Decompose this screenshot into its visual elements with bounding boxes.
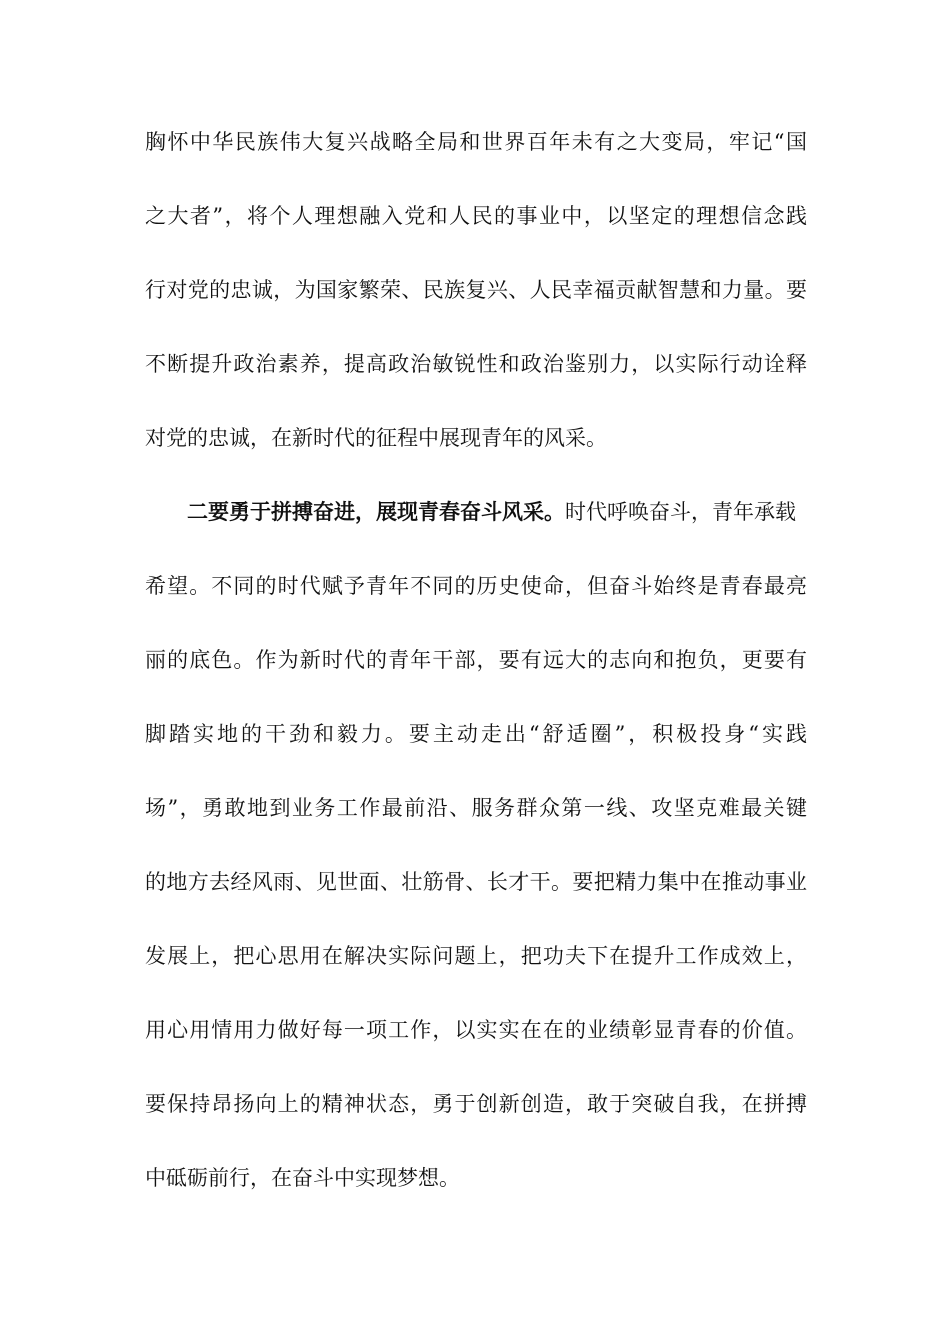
paragraph-2-first-line-text: 时代呼唤奋斗，青年承载 <box>565 500 796 524</box>
paragraph-2-line-4: 脚踏实地的干劲和毅力。要主动走出“舒适圈”，积极投身“实践 <box>145 722 807 746</box>
paragraph-2-first-line <box>187 495 807 529</box>
paragraph-1-line-4: 不断提升政治素养，提高政治敏锐性和政治鉴别力，以实际行动诠释 <box>145 352 807 376</box>
paragraph-2-line-2: 希望。不同的时代赋予青年不同的历史使命，但奋斗始终是青春最亮 <box>145 574 807 598</box>
paragraph-2-heading: 二要勇于拼搏奋进，展现青春奋斗风采。 <box>187 500 565 524</box>
paragraph-1-line-3: 行对党的忠诚，为国家繁荣、民族复兴、人民幸福贡献智慧和力量。要 <box>145 278 807 302</box>
paragraph-2-line-7: 发展上，把心思用在解决实际问题上，把功夫下在提升工作成效上， <box>145 944 807 968</box>
paragraph-1-line-2: 之大者”，将个人理想融入党和人民的事业中，以坚定的理想信念践 <box>145 204 807 228</box>
paragraph-2-line-8: 用心用情用力做好每一项工作，以实实在在的业绩彰显青春的价值。 <box>145 1018 807 1042</box>
paragraph-1-line-5: 对党的忠诚，在新时代的征程中展现青年的风采。 <box>145 426 607 450</box>
paragraph-2-line-6: 的地方去经风雨、见世面、壮筋骨、长才干。要把精力集中在推动事业 <box>145 870 807 894</box>
paragraph-1-line-1: 胸怀中华民族伟大复兴战略全局和世界百年未有之大变局，牢记“国 <box>145 130 807 154</box>
paragraph-2-line-10: 中砥砺前行，在奋斗中实现梦想。 <box>145 1166 460 1190</box>
paragraph-2-line-3: 丽的底色。作为新时代的青年干部，要有远大的志向和抱负，更要有 <box>145 648 807 672</box>
paragraph-2-line-9: 要保持昂扬向上的精神状态，勇于创新创造，敢于突破自我，在拼搏 <box>145 1092 807 1116</box>
paragraph-2-line-5: 场”，勇敢地到业务工作最前沿、服务群众第一线、攻坚克难最关键 <box>145 796 807 820</box>
